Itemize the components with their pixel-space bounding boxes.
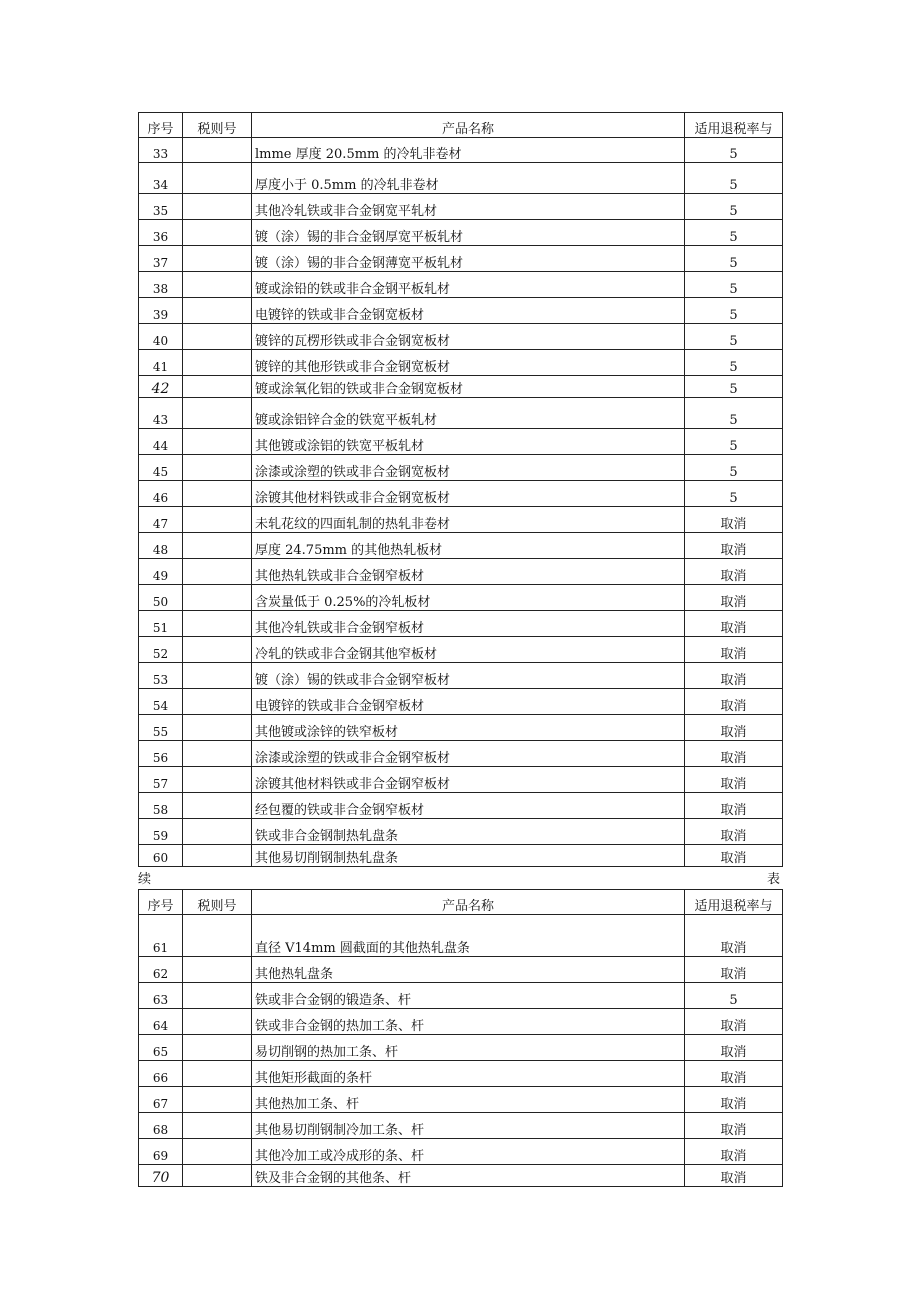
row-tariff-code xyxy=(183,1061,252,1087)
table-row xyxy=(139,324,783,350)
row-product-name: 其他镀或涂铝的铁宽平板轧材 xyxy=(252,429,685,455)
row-seq: 66 xyxy=(139,1061,183,1087)
row-seq: 63 xyxy=(139,983,183,1009)
row-tariff-code xyxy=(183,1113,252,1139)
row-seq: 36 xyxy=(139,220,183,246)
row-seq: 69 xyxy=(139,1139,183,1165)
row-product-name: 镀（涂）锡的铁或非合金钢窄板材 xyxy=(252,663,685,689)
row-tariff-code xyxy=(183,741,252,767)
row-seq: 45 xyxy=(139,455,183,481)
table-row xyxy=(139,957,783,983)
row-seq: 51 xyxy=(139,611,183,637)
row-seq: 35 xyxy=(139,194,183,220)
row-rebate-rate: 取消 xyxy=(685,1113,783,1139)
row-tariff-code xyxy=(183,767,252,793)
row-seq: 41 xyxy=(139,350,183,376)
row-tariff-code xyxy=(183,819,252,845)
row-seq: 57 xyxy=(139,767,183,793)
row-seq: 47 xyxy=(139,507,183,533)
row-rebate-rate: 取消 xyxy=(685,507,783,533)
table-row xyxy=(139,481,783,507)
row-product-name: 易切削钢的热加工条、杆 xyxy=(252,1035,685,1061)
row-product-name: 厚度小于 0.5mm 的冷轧非卷材 xyxy=(252,163,685,194)
header-seq: 序号 xyxy=(139,890,183,915)
row-product-name: 其他热轧铁或非合金钢窄板材 xyxy=(252,559,685,585)
row-rebate-rate: 取消 xyxy=(685,1009,783,1035)
row-seq: 48 xyxy=(139,533,183,559)
table-row xyxy=(139,163,783,194)
row-rebate-rate: 5 xyxy=(685,983,783,1009)
row-product-name: 镀锌的瓦楞形铁或非合金钢宽板材 xyxy=(252,324,685,350)
row-rebate-rate: 5 xyxy=(685,324,783,350)
row-tariff-code xyxy=(183,845,252,867)
row-seq: 44 xyxy=(139,429,183,455)
row-seq: 61 xyxy=(139,915,183,957)
table-row xyxy=(139,767,783,793)
row-seq: 42 xyxy=(139,376,183,398)
row-product-name: 镀（涂）锡的非合金钢厚宽平板轧材 xyxy=(252,220,685,246)
row-seq: 53 xyxy=(139,663,183,689)
row-rebate-rate: 5 xyxy=(685,194,783,220)
row-product-name: 其他镀或涂锌的铁窄板材 xyxy=(252,715,685,741)
table-row xyxy=(139,845,783,867)
row-tariff-code xyxy=(183,429,252,455)
table-row xyxy=(139,507,783,533)
row-product-name: 镀或涂铅的铁或非合金钢平板轧材 xyxy=(252,272,685,298)
table-row xyxy=(139,220,783,246)
row-seq: 56 xyxy=(139,741,183,767)
row-seq: 33 xyxy=(139,138,183,163)
row-rebate-rate: 5 xyxy=(685,272,783,298)
row-tariff-code xyxy=(183,220,252,246)
row-rebate-rate: 取消 xyxy=(685,663,783,689)
row-rebate-rate: 取消 xyxy=(685,611,783,637)
row-product-name: 其他冷加工或冷成形的条、杆 xyxy=(252,1139,685,1165)
table-row xyxy=(139,663,783,689)
row-rebate-rate: 5 xyxy=(685,163,783,194)
table-row xyxy=(139,1035,783,1061)
row-seq: 52 xyxy=(139,637,183,663)
header-seq: 序号 xyxy=(139,113,183,138)
row-seq: 55 xyxy=(139,715,183,741)
row-product-name: 涂镀其他材料铁或非合金钢窄板材 xyxy=(252,767,685,793)
row-rebate-rate: 5 xyxy=(685,376,783,398)
row-tariff-code xyxy=(183,793,252,819)
header-rebate-rate: 适用退税率与 xyxy=(685,890,783,915)
row-rebate-rate: 5 xyxy=(685,138,783,163)
row-seq: 59 xyxy=(139,819,183,845)
row-product-name: 镀（涂）锡的非合金钢薄宽平板轧材 xyxy=(252,246,685,272)
row-rebate-rate: 5 xyxy=(685,246,783,272)
row-product-name: 其他易切削钢制热轧盘条 xyxy=(252,845,685,867)
row-rebate-rate: 取消 xyxy=(685,767,783,793)
row-seq: 58 xyxy=(139,793,183,819)
table-row xyxy=(139,559,783,585)
row-product-name: 镀或涂铝锌合金的铁宽平板轧材 xyxy=(252,398,685,429)
row-seq: 70 xyxy=(139,1165,183,1187)
row-product-name: 涂漆或涂塑的铁或非合金钢窄板材 xyxy=(252,741,685,767)
table-row xyxy=(139,637,783,663)
row-seq: 49 xyxy=(139,559,183,585)
row-rebate-rate: 取消 xyxy=(685,793,783,819)
header-rebate-rate: 适用退税率与 xyxy=(685,113,783,138)
row-product-name: 电镀锌的铁或非合金钢窄板材 xyxy=(252,689,685,715)
row-product-name: 铁或非合金钢的锻造条、杆 xyxy=(252,983,685,1009)
table-row xyxy=(139,398,783,429)
row-product-name: 铁或非合金钢制热轧盘条 xyxy=(252,819,685,845)
row-product-name: 其他热轧盘条 xyxy=(252,957,685,983)
row-seq: 67 xyxy=(139,1087,183,1113)
row-product-name: 其他矩形截面的条杆 xyxy=(252,1061,685,1087)
row-tariff-code xyxy=(183,1035,252,1061)
row-tariff-code xyxy=(183,481,252,507)
continued-label-right: 表 xyxy=(767,872,781,887)
row-product-name: 其他热加工条、杆 xyxy=(252,1087,685,1113)
row-rebate-rate: 取消 xyxy=(685,637,783,663)
row-seq: 37 xyxy=(139,246,183,272)
row-tariff-code xyxy=(183,1087,252,1113)
row-rebate-rate: 5 xyxy=(685,398,783,429)
row-rebate-rate: 取消 xyxy=(685,689,783,715)
row-seq: 34 xyxy=(139,163,183,194)
table-row xyxy=(139,1139,783,1165)
row-rebate-rate: 取消 xyxy=(685,741,783,767)
table-row xyxy=(139,611,783,637)
table-row xyxy=(139,741,783,767)
table-row xyxy=(139,298,783,324)
row-seq: 62 xyxy=(139,957,183,983)
row-tariff-code xyxy=(183,194,252,220)
table-header-row xyxy=(139,890,783,915)
row-tariff-code xyxy=(183,915,252,957)
row-tariff-code xyxy=(183,163,252,194)
table-row xyxy=(139,138,783,163)
row-seq: 54 xyxy=(139,689,183,715)
continued-label-left: 续 xyxy=(138,872,152,887)
header-tariff-code: 税则号 xyxy=(183,113,252,138)
header-tariff-code: 税则号 xyxy=(183,890,252,915)
header-product-name: 产品名称 xyxy=(252,890,685,915)
row-rebate-rate: 取消 xyxy=(685,1165,783,1187)
row-tariff-code xyxy=(183,983,252,1009)
row-tariff-code xyxy=(183,455,252,481)
row-tariff-code xyxy=(183,376,252,398)
row-rebate-rate: 5 xyxy=(685,455,783,481)
row-seq: 38 xyxy=(139,272,183,298)
table-row xyxy=(139,1009,783,1035)
row-product-name: 其他冷轧铁或非合金钢窄板材 xyxy=(252,611,685,637)
row-rebate-rate: 5 xyxy=(685,429,783,455)
table-row xyxy=(139,246,783,272)
row-product-name: 涂镀其他材料铁或非合金钢宽板材 xyxy=(252,481,685,507)
row-tariff-code xyxy=(183,1165,252,1187)
row-rebate-rate: 取消 xyxy=(685,845,783,867)
row-seq: 50 xyxy=(139,585,183,611)
row-seq: 64 xyxy=(139,1009,183,1035)
row-rebate-rate: 5 xyxy=(685,298,783,324)
row-product-name: 镀或涂氧化铝的铁或非合金钢宽板材 xyxy=(252,376,685,398)
table-row xyxy=(139,1061,783,1087)
table-row xyxy=(139,1165,783,1187)
row-product-name: 含炭量低于 0.25%的冷轧板材 xyxy=(252,585,685,611)
table-row xyxy=(139,1087,783,1113)
table-row xyxy=(139,376,783,398)
row-seq: 39 xyxy=(139,298,183,324)
row-rebate-rate: 取消 xyxy=(685,819,783,845)
tax-rebate-table-part2 xyxy=(138,889,783,1187)
row-tariff-code xyxy=(183,272,252,298)
row-product-name: 铁及非合金钢的其他条、杆 xyxy=(252,1165,685,1187)
table-row xyxy=(139,533,783,559)
row-tariff-code xyxy=(183,957,252,983)
tax-rebate-table-part1 xyxy=(138,112,783,867)
row-tariff-code xyxy=(183,559,252,585)
row-product-name: lmme 厚度 20.5mm 的冷轧非卷材 xyxy=(252,138,685,163)
table-row xyxy=(139,819,783,845)
row-product-name: 电镀锌的铁或非合金钢宽板材 xyxy=(252,298,685,324)
row-product-name: 冷轧的铁或非合金钢其他窄板材 xyxy=(252,637,685,663)
table-row xyxy=(139,272,783,298)
row-seq: 68 xyxy=(139,1113,183,1139)
row-tariff-code xyxy=(183,246,252,272)
row-tariff-code xyxy=(183,637,252,663)
row-rebate-rate: 取消 xyxy=(685,559,783,585)
row-product-name: 直径 V14mm 圆截面的其他热轧盘条 xyxy=(252,915,685,957)
row-rebate-rate: 5 xyxy=(685,220,783,246)
row-seq: 60 xyxy=(139,845,183,867)
row-rebate-rate: 取消 xyxy=(685,715,783,741)
row-seq: 65 xyxy=(139,1035,183,1061)
row-rebate-rate: 取消 xyxy=(685,1061,783,1087)
table-row xyxy=(139,715,783,741)
row-product-name: 镀锌的其他形铁或非合金钢宽板材 xyxy=(252,350,685,376)
row-product-name: 其他易切削钢制冷加工条、杆 xyxy=(252,1113,685,1139)
row-seq: 43 xyxy=(139,398,183,429)
row-rebate-rate: 取消 xyxy=(685,915,783,957)
row-tariff-code xyxy=(183,689,252,715)
row-product-name: 厚度 24.75mm 的其他热轧板材 xyxy=(252,533,685,559)
row-tariff-code xyxy=(183,611,252,637)
table-row xyxy=(139,350,783,376)
table-row xyxy=(139,194,783,220)
table-row xyxy=(139,983,783,1009)
row-tariff-code xyxy=(183,507,252,533)
table-row xyxy=(139,455,783,481)
row-rebate-rate: 取消 xyxy=(685,1087,783,1113)
table-body xyxy=(139,915,783,1187)
row-tariff-code xyxy=(183,398,252,429)
row-product-name: 未轧花纹的四面轧制的热轧非卷材 xyxy=(252,507,685,533)
table-body xyxy=(139,138,783,867)
row-product-name: 经包覆的铁或非合金钢窄板材 xyxy=(252,793,685,819)
row-rebate-rate: 取消 xyxy=(685,957,783,983)
row-rebate-rate: 取消 xyxy=(685,1035,783,1061)
row-tariff-code xyxy=(183,138,252,163)
row-tariff-code xyxy=(183,1009,252,1035)
row-product-name: 其他冷轧铁或非合金钢宽平轧材 xyxy=(252,194,685,220)
row-product-name: 涂漆或涂塑的铁或非合金钢宽板材 xyxy=(252,455,685,481)
table-row xyxy=(139,1113,783,1139)
header-product-name: 产品名称 xyxy=(252,113,685,138)
table-row xyxy=(139,915,783,957)
row-seq: 46 xyxy=(139,481,183,507)
table-row xyxy=(139,429,783,455)
table-row xyxy=(139,793,783,819)
row-tariff-code xyxy=(183,1139,252,1165)
row-rebate-rate: 取消 xyxy=(685,1139,783,1165)
row-rebate-rate: 5 xyxy=(685,481,783,507)
row-seq: 40 xyxy=(139,324,183,350)
row-tariff-code xyxy=(183,298,252,324)
row-rebate-rate: 取消 xyxy=(685,533,783,559)
table-header-row xyxy=(139,113,783,138)
table-row xyxy=(139,689,783,715)
row-rebate-rate: 5 xyxy=(685,350,783,376)
row-tariff-code xyxy=(183,585,252,611)
row-tariff-code xyxy=(183,350,252,376)
row-tariff-code xyxy=(183,715,252,741)
row-rebate-rate: 取消 xyxy=(685,585,783,611)
row-product-name: 铁或非合金钢的热加工条、杆 xyxy=(252,1009,685,1035)
row-tariff-code xyxy=(183,533,252,559)
table-row xyxy=(139,585,783,611)
row-tariff-code xyxy=(183,324,252,350)
row-tariff-code xyxy=(183,663,252,689)
